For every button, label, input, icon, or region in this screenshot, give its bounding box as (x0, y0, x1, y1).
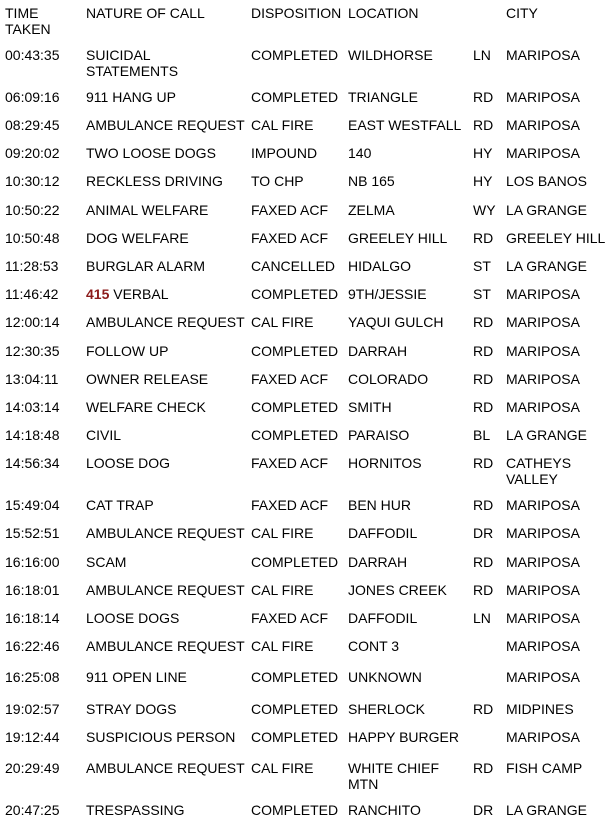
location (348, 638, 470, 654)
city-line: LA GRANGE (506, 202, 587, 218)
location-line: WILDHORSE (348, 47, 433, 63)
street-suffix: RD (473, 230, 494, 246)
time-taken: 16:18:14 (5, 610, 60, 626)
nature-of-call-line: FOLLOW UP (86, 343, 169, 359)
street-suffix: WY (473, 202, 496, 218)
city-line: MARIPOSA (506, 497, 580, 513)
city-line: MARIPOSA (506, 343, 580, 359)
nature-of-call-line: STATEMENTS (86, 63, 179, 79)
location-line: 9TH/JESSIE (348, 286, 427, 302)
city-line: LA GRANGE (506, 802, 587, 818)
city (506, 343, 606, 359)
location (348, 701, 470, 717)
city-line: CATHEYS (506, 455, 572, 471)
city (506, 554, 606, 570)
street-suffix: RD (473, 554, 494, 570)
header-time-line-2: TAKEN (5, 21, 51, 37)
nature-of-call (86, 669, 248, 685)
disposition: COMPLETED (251, 701, 339, 717)
city (506, 286, 606, 302)
street-suffix: HY (473, 145, 493, 161)
nature-of-call (86, 760, 248, 776)
location (348, 669, 470, 685)
disposition: FAXED ACF (251, 371, 329, 387)
disposition: COMPLETED (251, 554, 339, 570)
city (506, 258, 606, 274)
city (506, 729, 606, 745)
location-line: TRIANGLE (348, 89, 419, 105)
time-taken: 20:47:25 (5, 802, 60, 818)
nature-of-call-line (86, 286, 248, 302)
location (348, 729, 470, 745)
disposition: COMPLETED (251, 47, 339, 63)
disposition: CAL FIRE (251, 638, 314, 654)
location-line: DAFFODIL (348, 525, 418, 541)
location-line: DARRAH (348, 554, 408, 570)
disposition: CAL FIRE (251, 582, 314, 598)
city-line: MARIPOSA (506, 145, 580, 161)
header-city: CITY (506, 5, 538, 21)
disposition: IMPOUND (251, 145, 318, 161)
nature-of-call-line: SUICIDAL (86, 47, 151, 63)
nature-of-call-line: BURGLAR ALARM (86, 258, 206, 274)
city-line: MARIPOSA (506, 729, 580, 745)
city (506, 525, 606, 541)
time-taken: 12:00:14 (5, 314, 60, 330)
city-line: MARIPOSA (506, 314, 580, 330)
header-time-taken (5, 5, 83, 37)
city (506, 610, 606, 626)
location (348, 173, 470, 189)
disposition: FAXED ACF (251, 455, 329, 471)
city (506, 47, 606, 63)
location-line: COLORADO (348, 371, 429, 387)
city (506, 760, 606, 776)
city-line: MIDPINES (506, 701, 574, 717)
time-taken: 13:04:11 (5, 371, 59, 387)
disposition: COMPLETED (251, 802, 339, 818)
time-taken: 16:22:46 (5, 638, 60, 654)
location (348, 230, 470, 246)
nature-of-call-line: TWO LOOSE DOGS (86, 145, 216, 161)
nature-of-call-line: SUSPICIOUS PERSON (86, 729, 236, 745)
city-line: MARIPOSA (506, 89, 580, 105)
city (506, 117, 606, 133)
time-taken: 19:02:57 (5, 701, 60, 717)
disposition: FAXED ACF (251, 610, 329, 626)
nature-of-call-line: 911 OPEN LINE (86, 669, 187, 685)
nature-of-call-line: AMBULANCE REQUEST (86, 117, 245, 133)
city-line: MARIPOSA (506, 286, 580, 302)
nature-of-call (86, 343, 248, 359)
nature-of-call (86, 314, 248, 330)
disposition: COMPLETED (251, 729, 339, 745)
nature-of-call (86, 145, 248, 161)
nature-of-call (86, 89, 248, 105)
nature-of-call-line: WELFARE CHECK (86, 399, 206, 415)
disposition: CAL FIRE (251, 314, 314, 330)
time-taken: 19:12:44 (5, 729, 60, 745)
city-line: MARIPOSA (506, 399, 580, 415)
location (348, 202, 470, 218)
nature-of-call-line: 911 HANG UP (86, 89, 176, 105)
nature-of-call-line: LOOSE DOGS (86, 610, 180, 626)
nature-of-call-line: TRESPASSING (86, 802, 185, 818)
disposition: COMPLETED (251, 669, 339, 685)
nature-of-call (86, 455, 248, 471)
location (348, 525, 470, 541)
nature-of-call-line: DOG WELFARE (86, 230, 189, 246)
time-taken: 06:09:16 (5, 89, 60, 105)
header-disposition: DISPOSITION (251, 5, 342, 21)
city (506, 173, 606, 189)
nature-of-call (86, 582, 248, 598)
location (348, 89, 470, 105)
nature-of-call (86, 638, 248, 654)
disposition: COMPLETED (251, 343, 339, 359)
location (348, 117, 470, 133)
street-suffix: ST (473, 258, 491, 274)
location (348, 286, 470, 302)
disposition: COMPLETED (251, 286, 339, 302)
location (348, 399, 470, 415)
nature-text: VERBAL (109, 286, 169, 302)
location (348, 802, 470, 818)
city (506, 89, 606, 105)
city (506, 230, 606, 246)
time-taken: 14:56:34 (5, 455, 60, 471)
time-taken: 16:18:01 (5, 582, 60, 598)
city (506, 669, 606, 685)
disposition: FAXED ACF (251, 497, 329, 513)
street-suffix: LN (473, 610, 491, 626)
location-line: GREELEY HILL (348, 230, 448, 246)
time-taken: 09:20:02 (5, 145, 60, 161)
street-suffix: DR (473, 802, 494, 818)
disposition: COMPLETED (251, 399, 339, 415)
city-line: MARIPOSA (506, 554, 580, 570)
disposition: CAL FIRE (251, 117, 314, 133)
city-line: VALLEY (506, 471, 558, 487)
street-suffix: RD (473, 582, 494, 598)
nature-of-call-line: STRAY DOGS (86, 701, 177, 717)
location (348, 314, 470, 330)
disposition: CANCELLED (251, 258, 336, 274)
nature-of-call (86, 399, 248, 415)
location (348, 760, 470, 792)
disposition: TO CHP (251, 173, 304, 189)
time-taken: 20:29:49 (5, 760, 60, 776)
street-suffix: DR (473, 525, 494, 541)
penal-code: 415 (86, 286, 110, 302)
city (506, 701, 606, 717)
location (348, 47, 470, 63)
location (348, 427, 470, 443)
location (348, 582, 470, 598)
city-line: MARIPOSA (506, 582, 580, 598)
time-taken: 00:43:35 (5, 47, 60, 63)
time-taken: 14:18:48 (5, 427, 60, 443)
header-location: LOCATION (348, 5, 419, 21)
nature-of-call-line: CIVIL (86, 427, 122, 443)
city-line: LOS BANOS (506, 173, 587, 189)
street-suffix: RD (473, 117, 494, 133)
location-line: DAFFODIL (348, 610, 418, 626)
disposition: FAXED ACF (251, 230, 329, 246)
street-suffix: HY (473, 173, 493, 189)
location-line: CONT 3 (348, 638, 400, 654)
street-suffix: RD (473, 760, 494, 776)
nature-of-call (86, 497, 248, 513)
street-suffix: RD (473, 497, 494, 513)
nature-of-call (86, 427, 248, 443)
time-taken: 16:16:00 (5, 554, 60, 570)
street-suffix: ST (473, 286, 491, 302)
location-line: HAPPY BURGER (348, 729, 459, 745)
city (506, 638, 606, 654)
nature-of-call-line: RECKLESS DRIVING (86, 173, 223, 189)
location (348, 145, 470, 161)
city (506, 202, 606, 218)
nature-of-call (86, 117, 248, 133)
city-line: MARIPOSA (506, 371, 580, 387)
nature-of-call-line: CAT TRAP (86, 497, 154, 513)
city (506, 582, 606, 598)
nature-of-call (86, 701, 248, 717)
nature-of-call (86, 371, 248, 387)
location-line: RANCHITO (348, 802, 421, 818)
street-suffix: BL (473, 427, 491, 443)
location-line: NB 165 (348, 173, 395, 189)
city (506, 399, 606, 415)
nature-of-call (86, 47, 248, 79)
city (506, 497, 606, 513)
location (348, 554, 470, 570)
nature-of-call-line: AMBULANCE REQUEST (86, 525, 245, 541)
location-line: 140 (348, 145, 372, 161)
street-suffix: RD (473, 399, 494, 415)
city-line: MARIPOSA (506, 525, 580, 541)
city-line: MARIPOSA (506, 117, 580, 133)
time-taken: 10:50:22 (5, 202, 60, 218)
nature-of-call (86, 258, 248, 274)
nature-of-call (86, 802, 248, 818)
city-line: LA GRANGE (506, 427, 587, 443)
time-taken: 10:30:12 (5, 173, 60, 189)
nature-of-call (86, 230, 248, 246)
city-line: MARIPOSA (506, 638, 580, 654)
disposition: FAXED ACF (251, 202, 329, 218)
time-taken: 14:03:14 (5, 399, 60, 415)
city (506, 427, 606, 443)
city-line: MARIPOSA (506, 669, 580, 685)
city (506, 802, 606, 818)
nature-of-call-line: AMBULANCE REQUEST (86, 582, 245, 598)
location-line: WHITE CHIEF (348, 760, 439, 776)
city-line: FISH CAMP (506, 760, 583, 776)
disposition: COMPLETED (251, 427, 339, 443)
nature-of-call-line: OWNER RELEASE (86, 371, 209, 387)
city-line: GREELEY HILL (506, 230, 606, 246)
time-taken: 12:30:35 (5, 343, 60, 359)
city-line: MARIPOSA (506, 610, 580, 626)
nature-of-call (86, 525, 248, 541)
city (506, 145, 606, 161)
location-line: HORNITOS (348, 455, 422, 471)
header-time-line-1: TIME (5, 5, 39, 21)
city (506, 455, 606, 487)
nature-of-call-line: ANIMAL WELFARE (86, 202, 209, 218)
disposition: COMPLETED (251, 89, 339, 105)
time-taken: 15:52:51 (5, 525, 60, 541)
location (348, 258, 470, 274)
street-suffix: RD (473, 89, 494, 105)
street-suffix: RD (473, 455, 494, 471)
location-line: EAST WESTFALL (348, 117, 462, 133)
time-taken: 08:29:45 (5, 117, 60, 133)
location-line: HIDALGO (348, 258, 412, 274)
header-nature-of-call: NATURE OF CALL (86, 5, 205, 21)
nature-of-call (86, 173, 248, 189)
time-taken: 16:25:08 (5, 669, 60, 685)
nature-of-call-line: AMBULANCE REQUEST (86, 638, 245, 654)
location (348, 497, 470, 513)
street-suffix: RD (473, 371, 494, 387)
nature-of-call-line: AMBULANCE REQUEST (86, 760, 245, 776)
time-taken: 10:50:48 (5, 230, 60, 246)
location-line: SMITH (348, 399, 392, 415)
nature-of-call (86, 554, 248, 570)
location (348, 455, 470, 471)
nature-of-call-line: LOOSE DOG (86, 455, 171, 471)
street-suffix: RD (473, 314, 494, 330)
street-suffix: LN (473, 47, 491, 63)
location-line: ZELMA (348, 202, 395, 218)
location (348, 343, 470, 359)
location (348, 371, 470, 387)
location-line: YAQUI GULCH (348, 314, 444, 330)
time-taken: 11:28:53 (5, 258, 59, 274)
location-line: PARAISO (348, 427, 410, 443)
nature-of-call-line: AMBULANCE REQUEST (86, 314, 245, 330)
street-suffix: RD (473, 701, 494, 717)
city-line: MARIPOSA (506, 47, 580, 63)
disposition: CAL FIRE (251, 760, 314, 776)
location-line: UNKNOWN (348, 669, 422, 685)
location (348, 610, 470, 626)
city (506, 314, 606, 330)
nature-of-call-line: SCAM (86, 554, 127, 570)
location-line: SHERLOCK (348, 701, 426, 717)
nature-of-call (86, 202, 248, 218)
location-line: BEN HUR (348, 497, 412, 513)
disposition: CAL FIRE (251, 525, 314, 541)
time-taken: 15:49:04 (5, 497, 60, 513)
nature-of-call (86, 286, 248, 302)
nature-of-call (86, 610, 248, 626)
nature-of-call (86, 729, 248, 745)
street-suffix: RD (473, 343, 494, 359)
location-line: JONES CREEK (348, 582, 447, 598)
city (506, 371, 606, 387)
location-line: MTN (348, 776, 379, 792)
location-line: DARRAH (348, 343, 408, 359)
time-taken: 11:46:42 (5, 286, 59, 302)
city-line: LA GRANGE (506, 258, 587, 274)
